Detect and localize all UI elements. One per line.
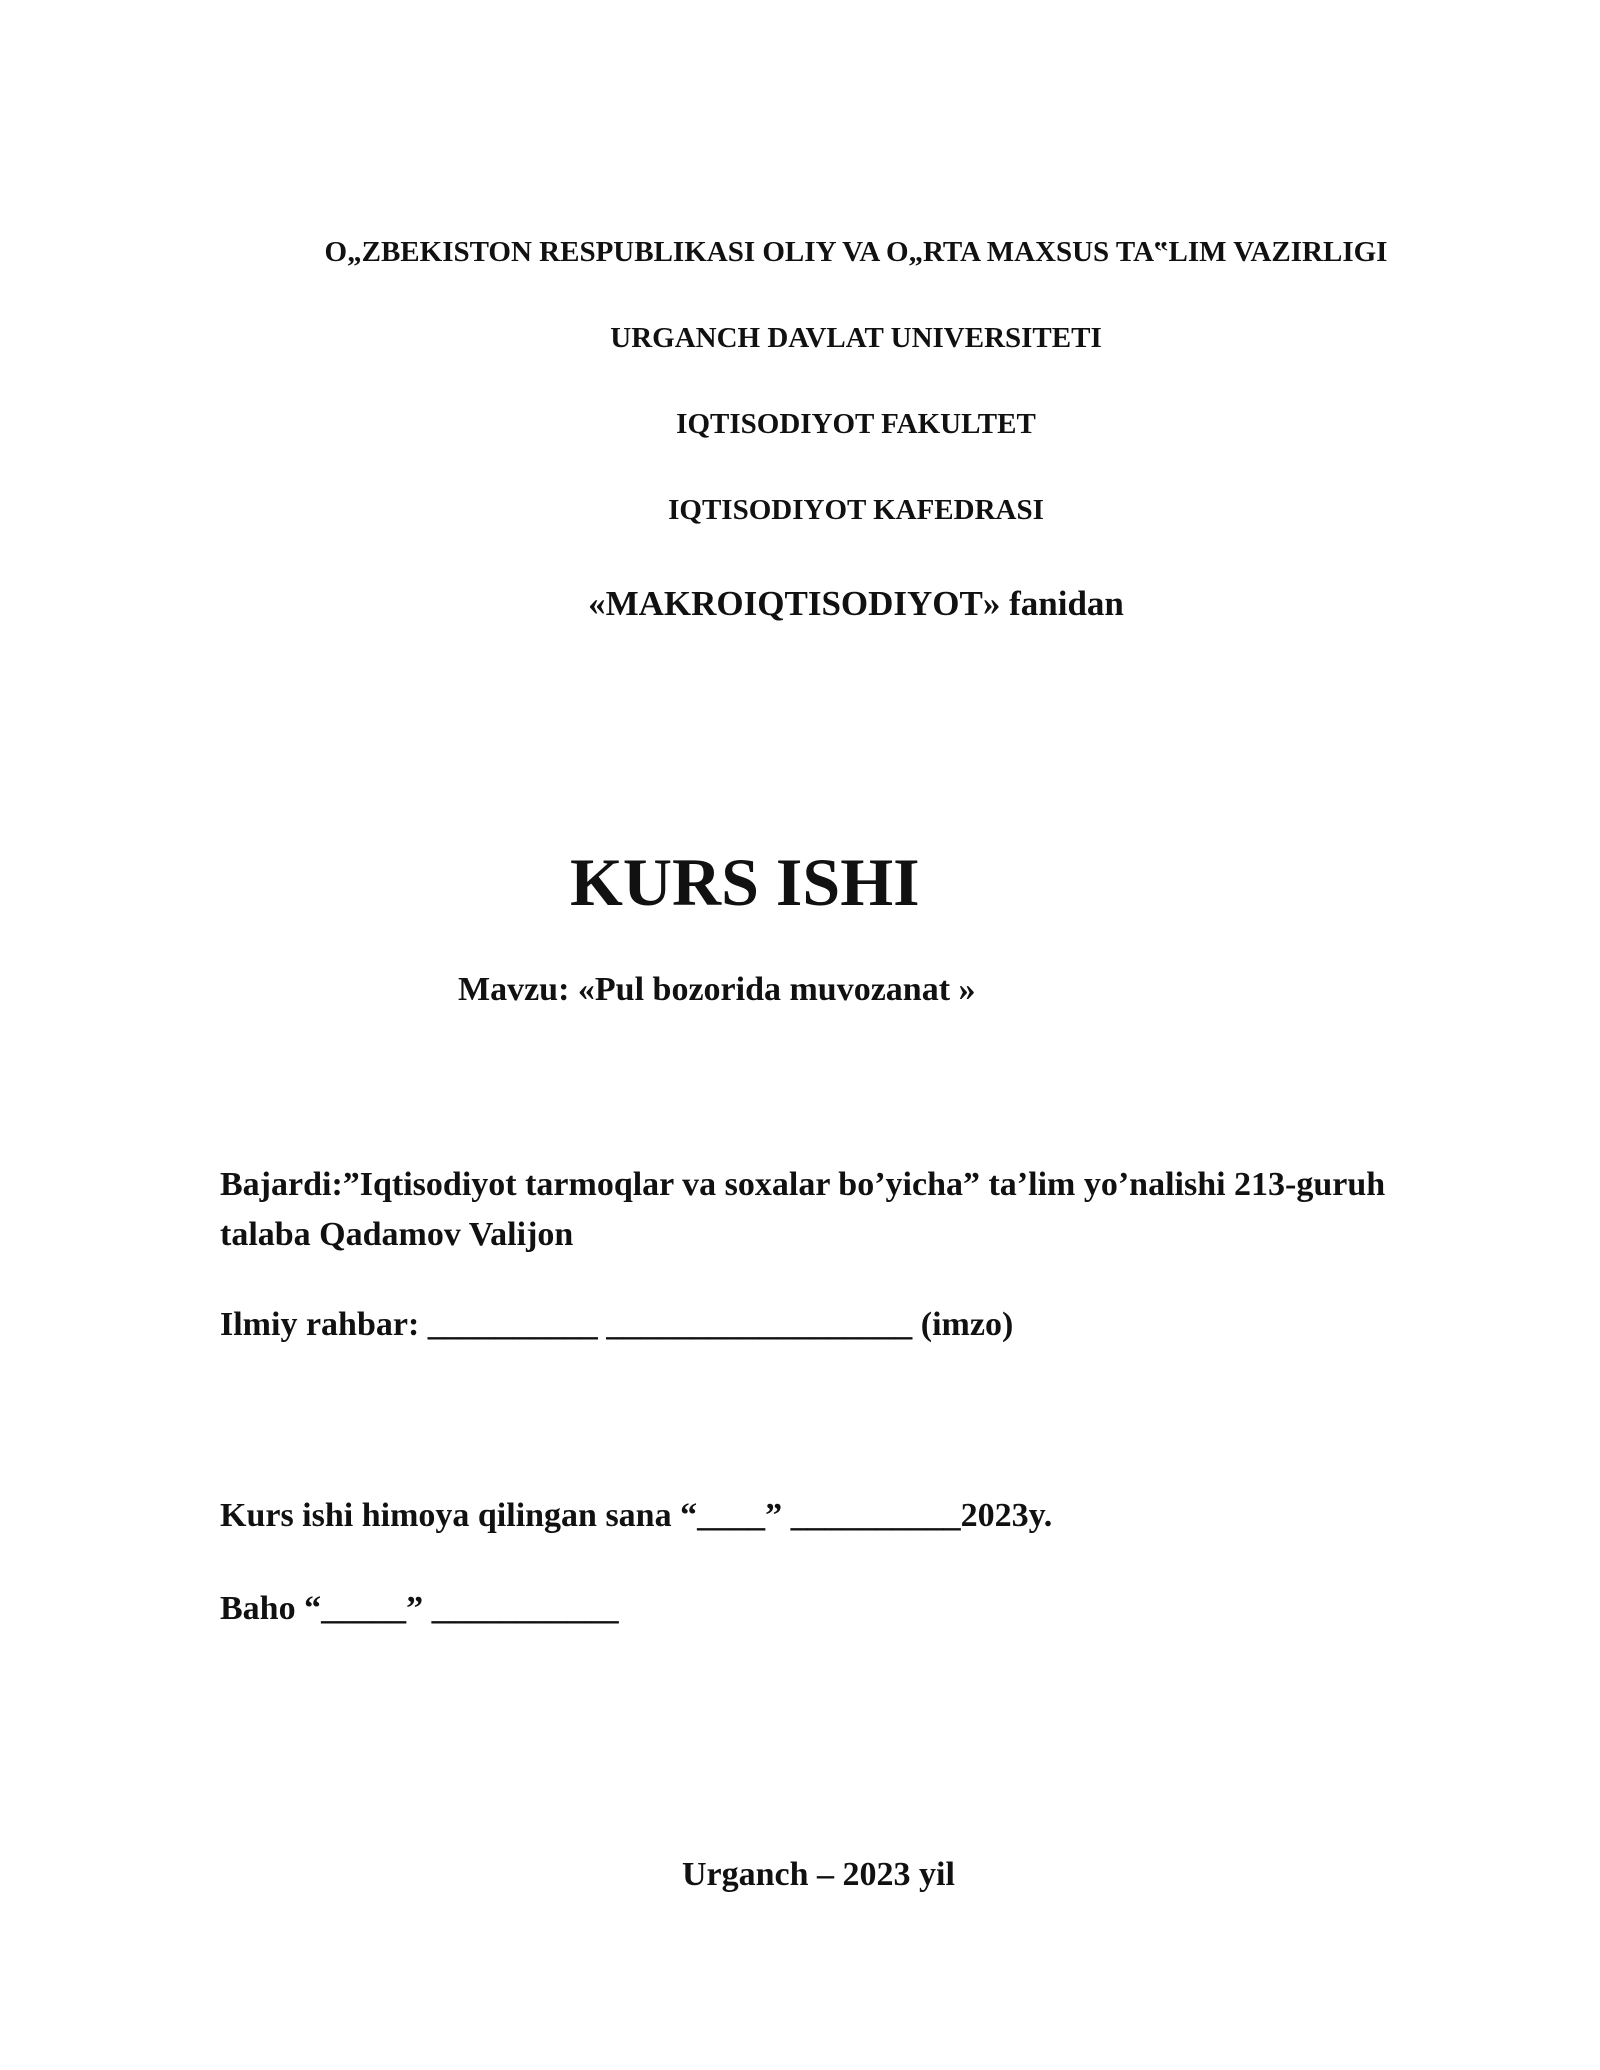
document-title: KURS ISHI bbox=[570, 844, 920, 920]
performer-line-1: Bajardi:”Iqtisodiyot tarmoqlar va soxalar bo’yicha” ta’lim yo’nalishi 213-guruh bbox=[220, 1166, 1386, 1203]
faculty-heading: IQTISODIYOT FAKULTET bbox=[676, 408, 1036, 440]
supervisor-line: Ilmiy rahbar: __________ __________________ (imzo) bbox=[220, 1306, 1014, 1343]
grade-line: Baho “_____” ___________ bbox=[220, 1590, 619, 1627]
subject-heading: «MAKROIQTISODIYOT» fanidan bbox=[588, 584, 1124, 623]
performer-line-2: talaba Qadamov Valijon bbox=[220, 1216, 574, 1253]
department-heading: IQTISODIYOT KAFEDRASI bbox=[668, 494, 1044, 526]
defense-date-line: Kurs ishi himoya qilingan sana “____” __________2023y. bbox=[220, 1497, 1053, 1534]
university-heading: URGANCH DAVLAT UNIVERSITETI bbox=[610, 322, 1102, 354]
ministry-heading: O„ZBEKISTON RESPUBLIKASI OLIY VA O„RTA MAXSUS TA‟LIM VAZIRLIGI bbox=[324, 236, 1388, 268]
performer-block bbox=[220, 1160, 1520, 1260]
topic-line: Mavzu: «Pul bozorida muvozanat » bbox=[458, 971, 976, 1008]
place-year-footer: Urganch – 2023 yil bbox=[682, 1856, 955, 1893]
